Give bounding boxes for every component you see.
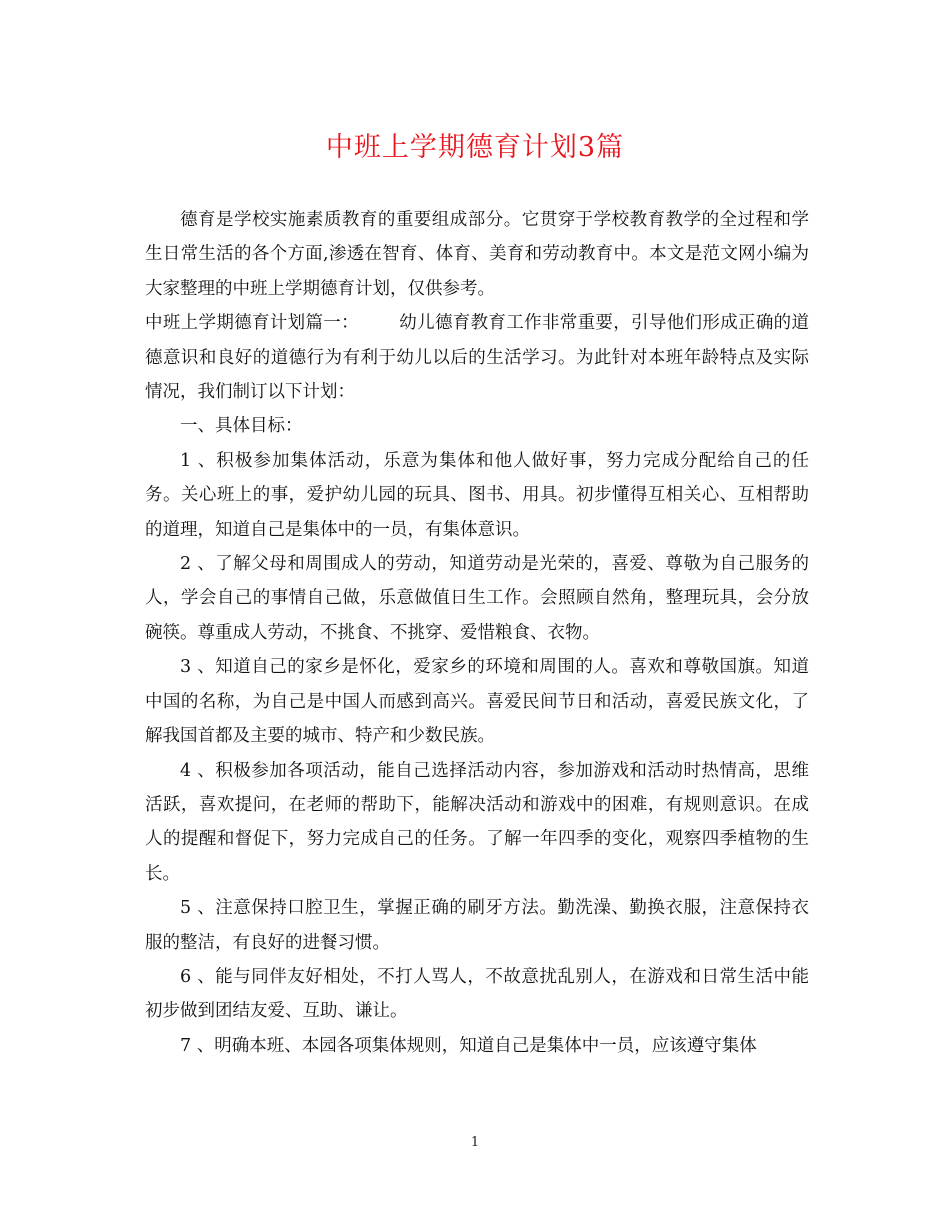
intro-paragraph: 德育是学校实施素质教育的重要组成部分。它贯穿于学校教育教学的全过程和学生日常生活的各个方面,渗透在智育、体育、美育和劳动教育中。本文是范文网小编为大家整理的中班上学期德育计划，仅供参考。 — [145, 210, 809, 299]
page-number: 1 — [470, 1135, 480, 1150]
part-one-text: 幼儿德育教育工作非常重要，引导他们形成正确的道德意识和良好的道德行为有利于幼儿以后的生活学习。为此针对本班年龄特点及实际情况，我们制订以下计划： — [145, 313, 810, 403]
part-one-label: 中班上学期德育计划篇一： — [145, 313, 359, 334]
goal-item-6: 6 、能与同伴友好相处，不打人骂人，不故意扰乱别人，在游戏和日常生活中能初步做到团结友爱、互助、谦让。 — [145, 966, 809, 1022]
goal-item-4: 4 、积极参加各项活动，能自己选择活动内容，参加游戏和活动时热情高，思维活跃，喜欢提问，在老师的帮助下，能解决活动和游戏中的困难，有规则意识。在成人的提醒和督促下，努力完成自己的任务。了解一年四季的变化，观察四季植物的生长。 — [145, 760, 809, 884]
goal-item-3: 3 、知道自己的家乡是怀化，爱家乡的环境和周围的人。喜欢和尊敬国旗。知道中国的名称，为自己是中国人而感到高兴。喜爱民间节日和活动，喜爱民族文化，了解我国首都及主要的城市、特产和少数民族。 — [145, 657, 809, 747]
goal-item-5: 5 、注意保持口腔卫生，掌握正确的刷牙方法。勤洗澡、勤换衣服，注意保持衣服的整洁，有良好的进餐习惯。 — [145, 898, 809, 953]
part-one-paragraph — [145, 306, 809, 409]
document-title: 中班上学期德育计划3篇 — [325, 132, 625, 163]
goal-item-7: 7 、明确本班、本园各项集体规则，知道自己是集体中一员，应该遵守集体 — [180, 1035, 757, 1056]
section-heading: 一、具体目标： — [180, 416, 303, 437]
goal-item-1: 1 、积极参加集体活动，乐意为集体和他人做好事，努力完成分配给自己的任务。关心班上的事，爱护幼儿园的玩具、图书、用具。初步懂得互相关心、互相帮助的道理，知道自己是集体中的一员，有集体意识。 — [145, 450, 809, 540]
document-body — [145, 203, 809, 1063]
goal-item-2: 2 、了解父母和周围成人的劳动，知道劳动是光荣的，喜爱、尊敬为自己服务的人，学会自己的事情自己做，乐意做值日生工作。会照顾自然角，整理玩具，会分放碗筷。尊重成人劳动，不挑食、不挑穿、爱惜粮食、衣物。 — [145, 554, 809, 643]
